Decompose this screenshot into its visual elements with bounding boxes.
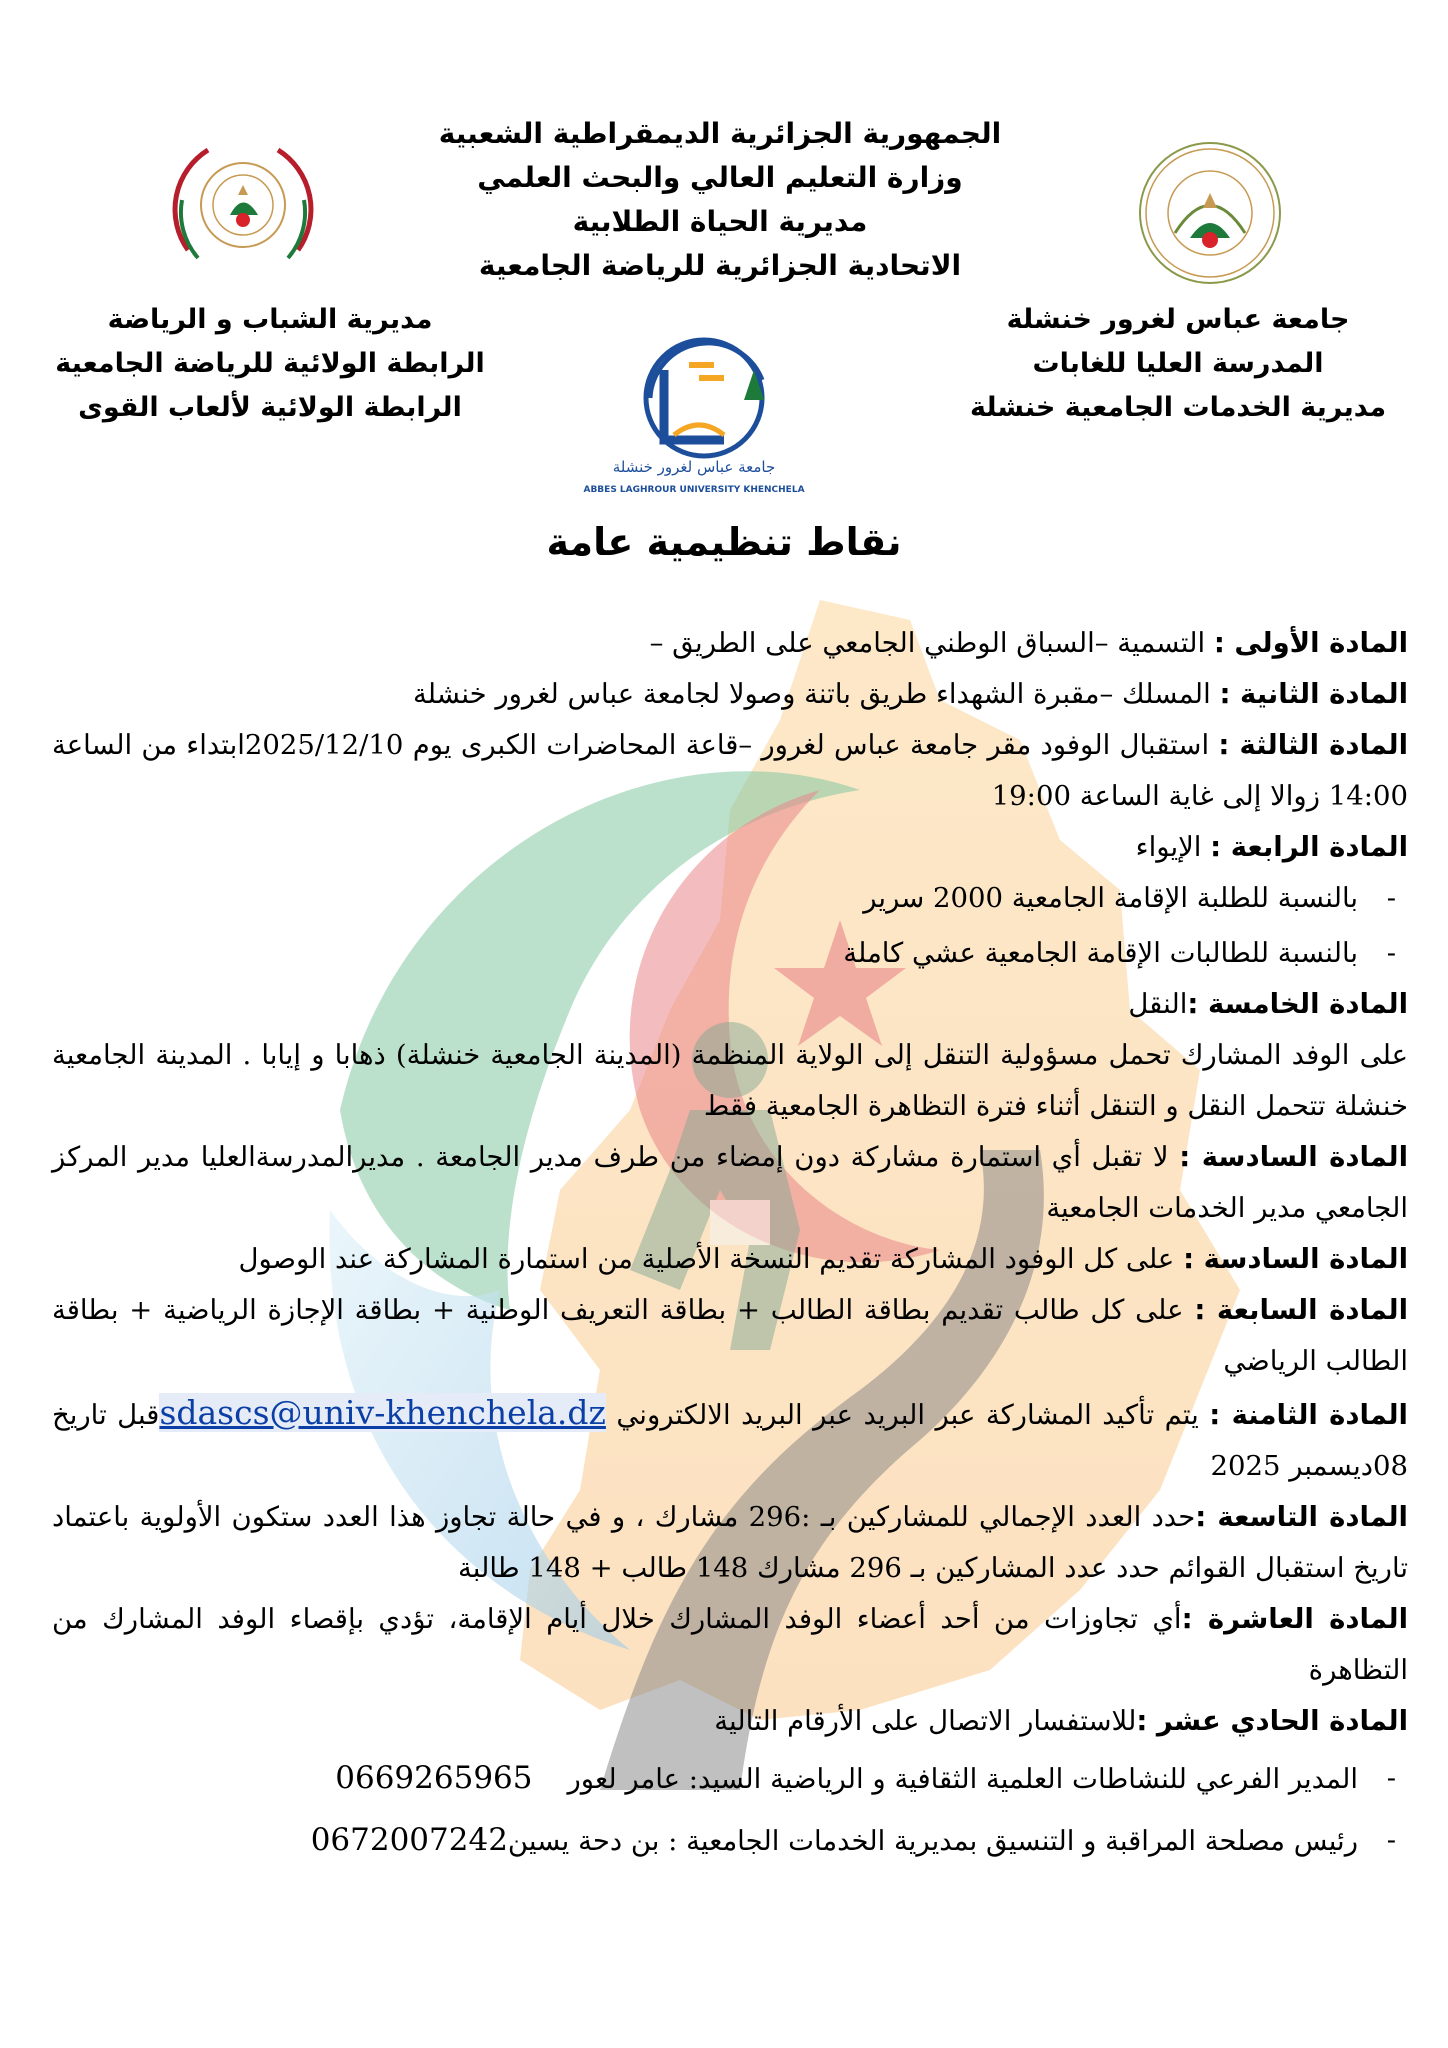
email-link[interactable]: sdascs@univ-khenchela.dz <box>159 1393 606 1432</box>
article-label: المادة الثالثة : <box>1218 729 1408 761</box>
article-label: المادة الرابعة : <box>1210 831 1408 863</box>
article-text: المسلك –مقبرة الشهداء طريق باتنة وصولا لجامعة عباس لغرور خنشلة <box>412 678 1220 710</box>
article-6 <box>52 1132 1408 1234</box>
article-1 <box>52 618 1408 669</box>
article-label: المادة السادسة : <box>1183 1243 1408 1275</box>
header-right-line: المدرسة العليا للغابات <box>1032 348 1324 379</box>
header-center-line: الاتحادية الجزائرية للرياضة الجامعية <box>478 249 962 282</box>
article-text: لا تقبل أي استمارة مشاركة دون إمضاء من طرف مدير الجامعة . مديرالمدرسةالعليا مدير المركز الجامعي مدير الخدمات الجامعية <box>52 1141 1408 1224</box>
article-text: يتم تأكيد المشاركة عبر البريد عبر البريد الالكتروني <box>605 1399 1210 1431</box>
article-6b <box>52 1234 1408 1285</box>
article-text: الإيواء <box>1135 831 1211 863</box>
list-item: - بالنسبة للطالبات الإقامة الجامعية عشي كاملة <box>52 928 1408 979</box>
article-label: المادة الثانية : <box>1219 678 1408 710</box>
article-5 <box>52 979 1408 1030</box>
university-logo-caption-en: ABBES LAGHROUR UNIVERSITY KHENCHELA <box>583 485 805 495</box>
header-center <box>420 112 1020 288</box>
article-label: المادة السادسة : <box>1179 1141 1408 1173</box>
article-text: على كل الوفود المشاركة تقديم النسخة الأصلية من استمارة المشاركة عند الوصول <box>238 1243 1184 1275</box>
article-label: المادة السابعة : <box>1194 1294 1408 1326</box>
article-10 <box>52 1594 1408 1696</box>
header-center-line: الجمهورية الجزائرية الديمقراطية الشعبية <box>438 117 1002 150</box>
article-label: المادة العاشرة : <box>1181 1603 1408 1635</box>
header-center-line: مديرية الحياة الطلابية <box>572 205 868 238</box>
list-item: - بالنسبة للطلبة الإقامة الجامعية 2000 سرير <box>52 873 1408 924</box>
header-right <box>948 298 1408 430</box>
header-center-line: وزارة التعليم العالي والبحث العلمي <box>477 161 963 194</box>
ministry-of-sport-seal <box>168 130 318 275</box>
header-left-line: الرابطة الولائية لألعاب القوى <box>78 392 462 423</box>
document-title: نقاط تنظيمية عامة <box>546 520 902 564</box>
article-5-body: على الوفد المشارك تحمل مسؤولية التنقل إلى الولاية المنظمة (المدينة الجامعية خنشلة) ذهابا و إيابا . المدينة الجامعية خنشلة تتحمل النقل و التنقل أثناء فترة التظاهرة الجامعية فقط <box>52 1039 1408 1122</box>
contact-item <box>52 1753 1408 1805</box>
contact-phone[interactable]: 0669265965 <box>335 1760 533 1796</box>
articles-body <box>52 618 1408 1867</box>
article-text: حدد العدد الإجمالي للمشاركين بـ :296 مشارك ، و في حالة تجاوز هذا العدد ستكون الأولوية باعتماد تاريخ استقبال القوائم حدد عدد المشاركين بـ 296 مشارك 148 طالب + 148 طالبة <box>52 1501 1408 1584</box>
ministry-higher-education-seal <box>1135 138 1285 288</box>
article-label: المادة التاسعة : <box>1195 1501 1408 1533</box>
article-3 <box>52 720 1408 822</box>
header-right-line: جامعة عباس لغرور خنشلة <box>1006 304 1350 335</box>
contact-name: المدير الفرعي للنشاطات العلمية الثقافية و الرياضية السيد: عامر لعور <box>567 1763 1358 1795</box>
article-text: على كل طالب تقديم بطاقة الطالب + بطاقة التعريف الوطنية + بطاقة الإجازة الرياضية + بطاقة الطالب الرياضي <box>52 1294 1408 1377</box>
article-8 <box>52 1387 1408 1492</box>
contact-name: رئيس مصلحة المراقبة و التنسيق بمديرية الخدمات الجامعية : بن دحة يسين <box>507 1825 1358 1857</box>
header-left-line: مديرية الشباب و الرياضة <box>107 304 433 335</box>
header-right-line: مديرية الخدمات الجامعية خنشلة <box>969 392 1387 423</box>
article-text: النقل <box>1128 988 1188 1020</box>
article-label: المادة الخامسة : <box>1187 988 1408 1020</box>
article-11 <box>52 1696 1408 1747</box>
article-text: للاستفسار الاتصال على الأرقام التالية <box>714 1705 1137 1737</box>
article-2 <box>52 669 1408 720</box>
header-left-line: الرابطة الولائية للرياضة الجامعية <box>55 348 485 379</box>
university-logo <box>583 330 805 498</box>
article-text: استقبال الوفود مقر جامعة عباس لغرور –قاعة المحاضرات الكبرى يوم 2025/12/10ابتداء من الساعة 14:00 زوالا إلى غاية الساعة 19:00 <box>52 729 1408 812</box>
article-label: المادة الحادي عشر : <box>1136 1705 1408 1737</box>
contact-phone[interactable]: 0672007242 <box>310 1822 508 1858</box>
article-text: التسمية –السباق الوطني الجامعي على الطريق – <box>649 627 1214 659</box>
article-7 <box>52 1285 1408 1387</box>
header-left <box>40 298 500 430</box>
university-logo-caption-ar: جامعة عباس لغرور خنشلة <box>612 458 776 476</box>
article-label: المادة الثامنة : <box>1209 1399 1408 1431</box>
article-9 <box>52 1492 1408 1594</box>
article-text: قبل تاريخ 08ديسمبر 2025 <box>52 1399 1408 1482</box>
contact-item <box>52 1815 1408 1867</box>
article-4 <box>52 822 1408 873</box>
article-text: أي تجاوزات من أحد أعضاء الوفد المشارك خلال أيام الإقامة، تؤدي بإقصاء الوفد المشارك من التظاهرة <box>52 1603 1408 1686</box>
article-label: المادة الأولى : <box>1213 627 1408 659</box>
